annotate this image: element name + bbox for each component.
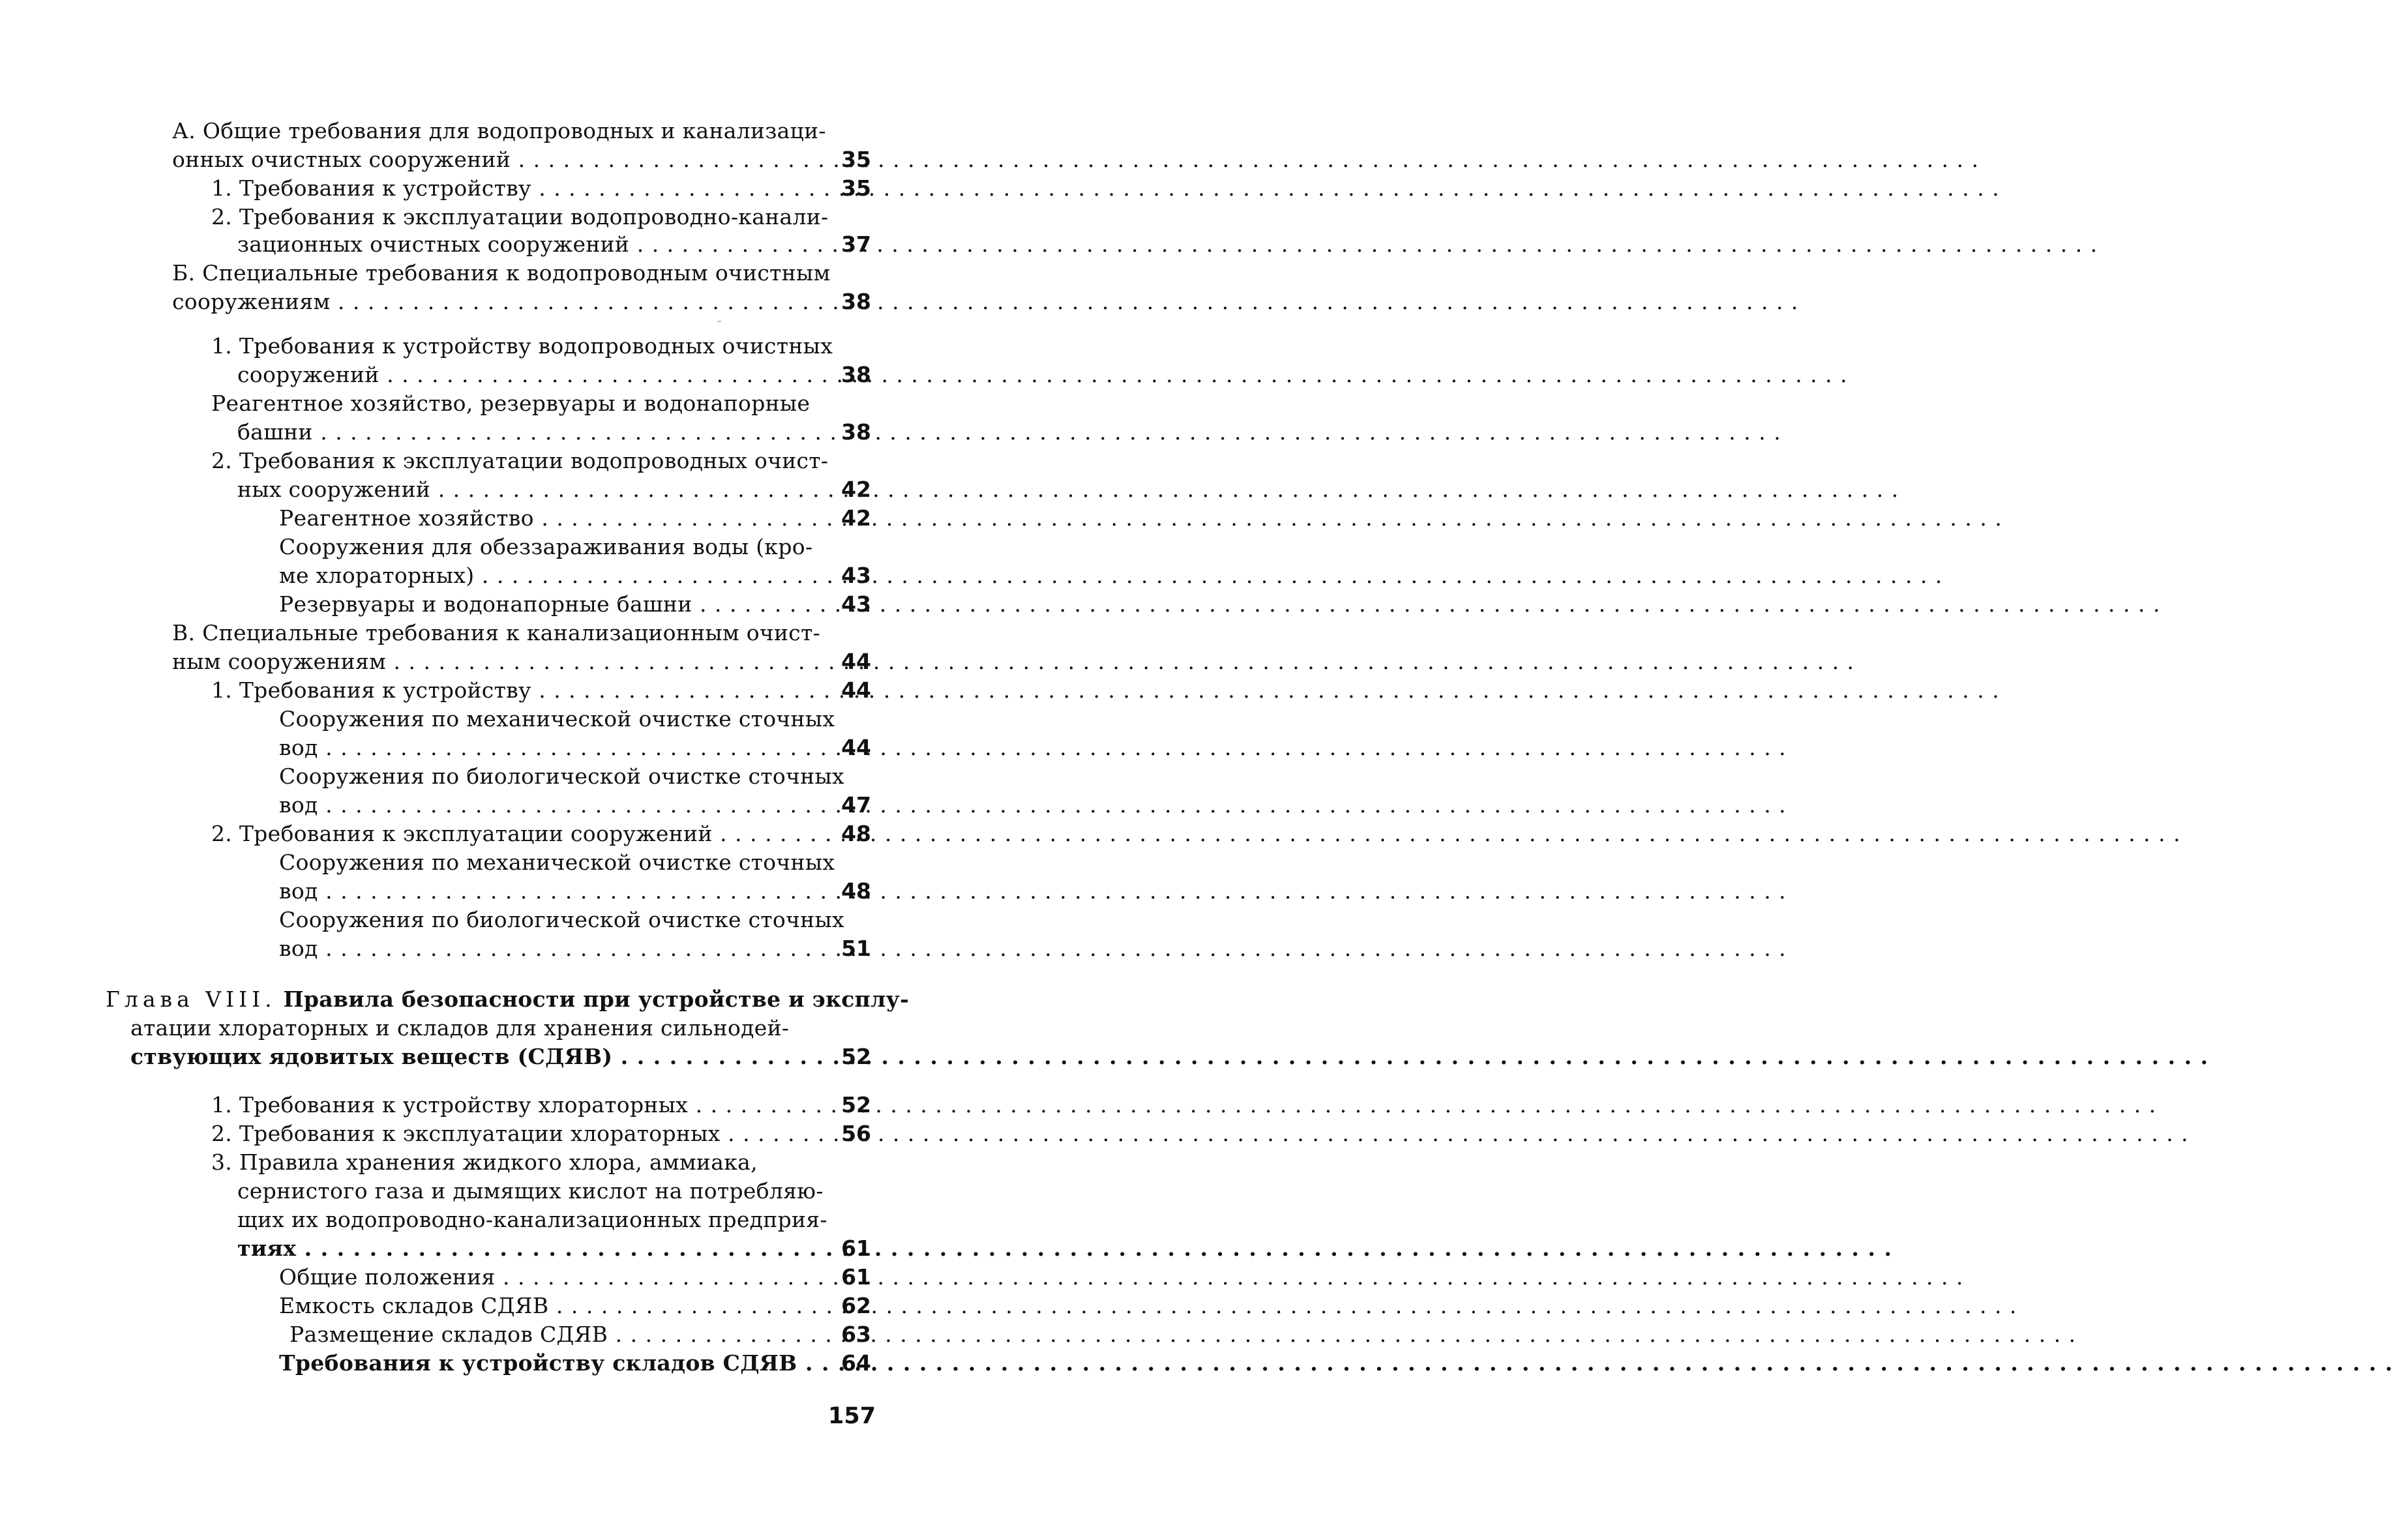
chapter-heading-line [106, 985, 910, 1014]
toc-line: 1. Требования к устройству хлораторных . . . [211, 1090, 795, 1120]
toc-line: Резервуары и водонапорные башни . . . [279, 589, 795, 619]
toc-line: Сооружения для обеззараживания воды (кро- [279, 534, 813, 559]
toc-line: тиях . . . [237, 1234, 795, 1264]
toc-line: Сооружения по биологической очистке сточных [279, 763, 844, 789]
toc-line: атации хлораторных и складов для хранения сильнодей- [130, 1015, 790, 1041]
toc-line: Реагентное хозяйство . . . [279, 503, 795, 533]
toc-line: В. Специальные требования к канализационным очист- [172, 620, 821, 645]
toc-line: Б. Специальные требования к водопроводным очистным [172, 260, 831, 286]
page-number: 37 [841, 231, 871, 257]
page-number: 35 [841, 147, 871, 172]
toc-line: ным сооружениям . . . [172, 647, 795, 677]
toc-line: ных сооружений . . . [237, 475, 795, 505]
page-folio: 157 [828, 1403, 876, 1429]
page-number: 43 [841, 591, 871, 617]
toc-line: ствующих ядовитых веществ (СДЯВ) . . . [130, 1042, 795, 1072]
page-number: 52 [841, 1044, 871, 1069]
stray-mark [717, 321, 721, 322]
toc-line: 2. Требования к эксплуатации водопроводно-канали- [211, 204, 829, 230]
book-page [0, 0, 978, 1540]
page-number: 38 [841, 289, 871, 314]
page-number: 48 [841, 878, 871, 904]
toc-line: 1. Требования к устройству . . . [211, 675, 795, 705]
page-number: 51 [841, 936, 871, 961]
toc-line: Сооружения по механической очистке сточных [279, 850, 835, 875]
chapter-label: Глава VIII. [106, 986, 276, 1012]
page-number: 38 [841, 362, 871, 387]
page-number: 62 [841, 1293, 871, 1318]
page-number: 42 [841, 477, 871, 502]
toc-line: Размещение складов СДЯВ . . . [290, 1320, 795, 1350]
toc-line: 1. Требования к устройству водопроводных очистных [211, 333, 833, 359]
toc-line: зационных очистных сооружений . . . [237, 230, 795, 259]
page-number: 42 [841, 505, 871, 531]
toc-line: Емкость складов СДЯВ . . . [279, 1291, 795, 1321]
table-of-contents [0, 0, 978, 1540]
toc-line: вод . . . [279, 733, 795, 763]
toc-line: сооружений . . . [237, 360, 795, 390]
page-number: 64 [841, 1350, 871, 1376]
page-number: 56 [841, 1121, 871, 1146]
page-number: 48 [841, 821, 871, 846]
toc-line: сооружениям . . . [172, 287, 795, 317]
page-number: 35 [841, 175, 871, 201]
toc-line: сернистого газа и дымящих кислот на потребляю- [237, 1178, 824, 1204]
page-number: 63 [841, 1322, 871, 1347]
toc-line: башни . . . [237, 417, 795, 447]
page-number: 43 [841, 563, 871, 588]
toc-line: 2. Требования к эксплуатации хлораторных . . . [211, 1119, 795, 1149]
page-number: 44 [841, 649, 871, 674]
page-number: 52 [841, 1092, 871, 1118]
toc-line: Сооружения по биологической очистке сточных [279, 907, 844, 932]
chapter-title: Правила безопасности при устройстве и эксплу- [283, 986, 910, 1012]
toc-line: ме хлораторных) . . . [279, 561, 795, 591]
page-number: 44 [841, 677, 871, 703]
toc-line: вод . . . [279, 876, 795, 906]
toc-line: щих их водопроводно-канализационных предприя- [237, 1207, 827, 1232]
page-number: 44 [841, 735, 871, 760]
toc-line: 2. Требования к эксплуатации водопроводных очист- [211, 448, 829, 473]
toc-line: 3. Правила хранения жидкого хлора, аммиака, [211, 1149, 758, 1175]
toc-line: вод . . . [279, 790, 795, 820]
toc-line: 2. Требования к эксплуатации сооружений . . . [211, 819, 795, 849]
page-number: 61 [841, 1236, 871, 1261]
page-number: 61 [841, 1264, 871, 1290]
toc-line: онных очистных сооружений . . . [172, 145, 795, 175]
toc-line: Реагентное хозяйство, резервуары и водонапорные [211, 391, 810, 416]
toc-line: Общие положения . . . [279, 1262, 795, 1292]
page-number: 38 [841, 419, 871, 445]
toc-line: вод . . . [279, 934, 795, 964]
toc-line: 1. Требования к устройству . . . [211, 173, 795, 203]
toc-line: А. Общие требования для водопроводных и канализаци- [172, 118, 826, 143]
toc-line: Сооружения по механической очистке сточных [279, 706, 835, 732]
toc-line: Требования к устройству складов СДЯВ . . . [279, 1348, 795, 1378]
page-number: 47 [841, 792, 871, 818]
